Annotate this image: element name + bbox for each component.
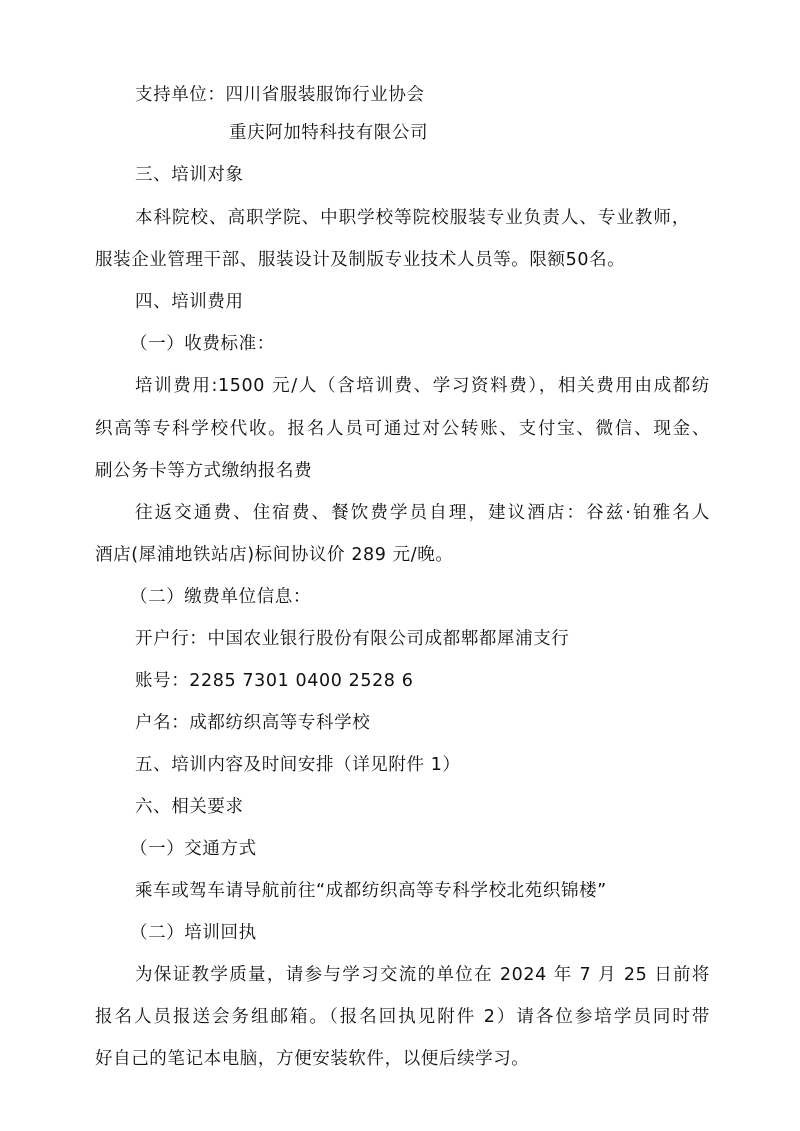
section-heading-training-target: 三、培训对象 (135, 165, 244, 185)
support-unit-line: 支持单位：四川省服装服饰行业协会 (135, 85, 425, 105)
paragraph-line: 服装企业管理干部、服装设计及制版专业技术人员等。限额50名。 (95, 250, 626, 270)
paragraph-line: 培训费用:1500 元/人（含培训费、学习资料费），相关费用由成都纺 (135, 376, 710, 396)
paragraph-line: 往返交通费、住宿费、餐饮费学员自理，建议酒店：谷兹·铂雅名人 (135, 503, 710, 523)
paragraph-line: 本科院校、高职学院、中职学校等院校服装专业负责人、专业教师， (135, 208, 690, 228)
support-unit-second: 重庆阿加特科技有限公司 (229, 123, 429, 143)
transport-line: 乘车或驾车请导航前往“成都纺织高等专科学校北苑织锦楼” (135, 881, 607, 901)
bank-line: 开户行：中国农业银行股份有限公司成都郫都犀浦支行 (135, 629, 570, 649)
section-heading-requirements: 六、相关要求 (135, 797, 244, 817)
subheading-payee-info: （二）缴费单位信息： (130, 587, 311, 607)
subheading-receipt: （二）培训回执 (130, 923, 257, 943)
account-line: 账号：2285 7301 0400 2528 6 (135, 671, 414, 691)
paragraph-line: 为保证教学质量，请参与学习交流的单位在 2024 年 7 月 25 日前将 (135, 965, 710, 985)
subheading-transport: （一）交通方式 (130, 839, 257, 859)
paragraph-line: 酒店(犀浦地铁站店)标间协议价 289 元/晚。 (95, 545, 454, 565)
account-name-line: 户名：成都纺织高等专科学校 (135, 713, 371, 733)
paragraph-line: 报名人员报送会务组邮箱。（报名回执见附件 2）请各位参培学员同时带 (95, 1007, 710, 1027)
paragraph-line: 织高等专科学校代收。报名人员可通过对公转账、支付宝、微信、现金、 (95, 419, 710, 439)
section-heading-content-schedule: 五、培训内容及时间安排（详见附件 1） (135, 755, 461, 775)
subheading-fee-standard: （一）收费标准： (130, 334, 275, 354)
section-heading-training-fee: 四、培训费用 (135, 292, 244, 312)
paragraph-line: 好自己的笔记本电脑，方便安装软件，以便后续学习。 (95, 1049, 530, 1069)
paragraph-line: 刷公务卡等方式缴纳报名费 (95, 461, 313, 481)
